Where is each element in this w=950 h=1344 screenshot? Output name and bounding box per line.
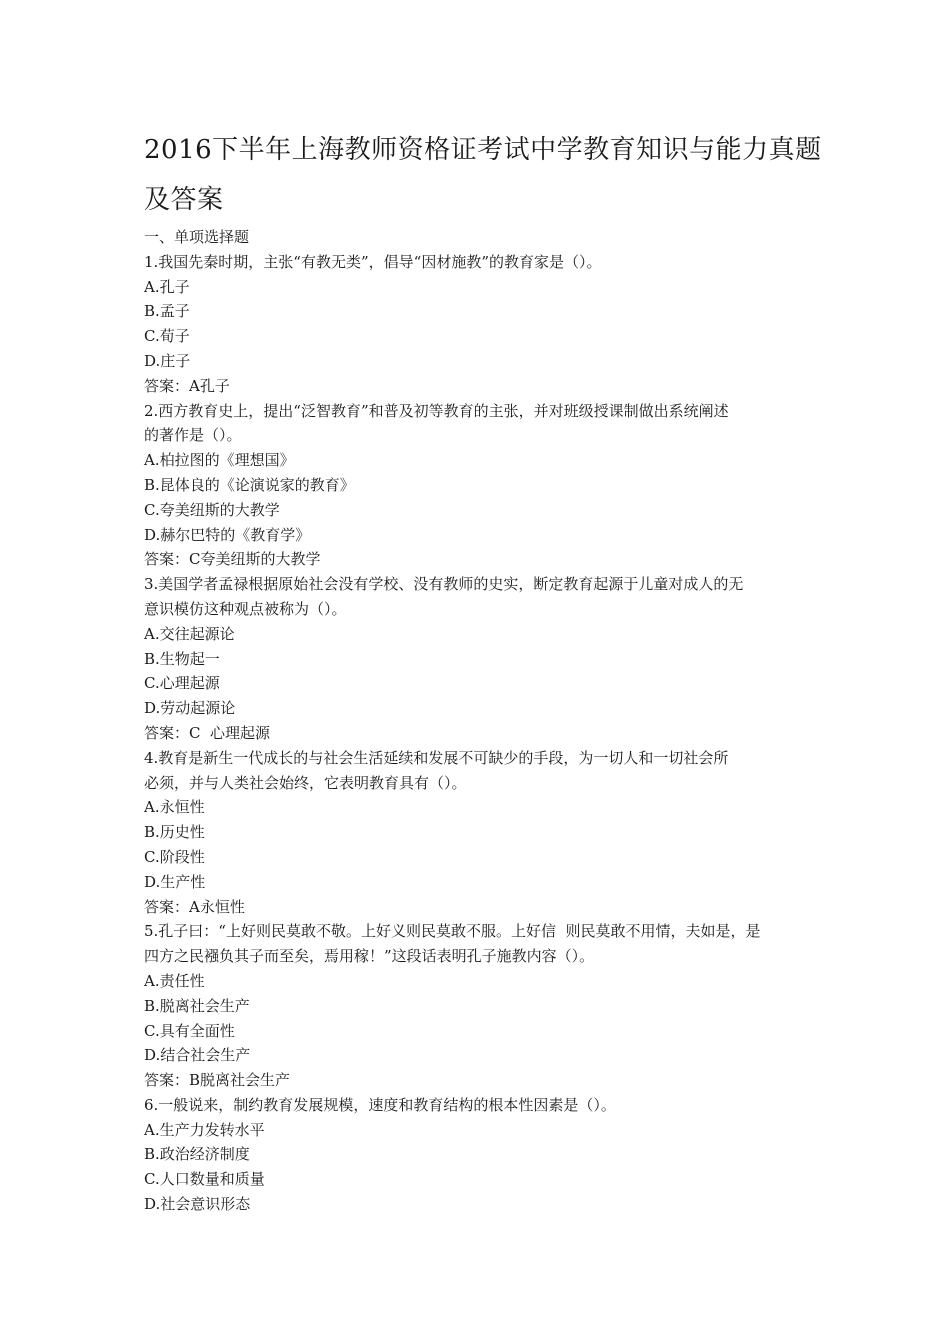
section-heading: 一、单项选择题 xyxy=(144,228,250,246)
answer-option: C.阶段性 xyxy=(144,847,205,866)
title-line-2: 及答案 xyxy=(144,185,224,215)
question-stem-line: 1.我国先秦时期，主张“有教无类”，倡导“因材施教”的教育家是（）。 xyxy=(144,252,602,271)
question-stem-line: 意识模仿这种观点被称为（）。 xyxy=(144,599,347,618)
answer-option: A.永恒性 xyxy=(144,798,205,817)
answer-option: B.政治经济制度 xyxy=(144,1145,250,1164)
answer-option: C.人口数量和质量 xyxy=(144,1170,265,1189)
question-stem-line: 4.教育是新生一代成长的与社会生活延续和发展不可缺少的手段，为一切人和一切社会所 xyxy=(144,748,729,767)
answer-option: B.昆体良的《论演说家的教育》 xyxy=(144,475,355,494)
answer-key: 答案：C 心理起源 xyxy=(144,723,271,742)
answer-option: D.劳动起源论 xyxy=(144,699,236,718)
question-stem-line: 5.孔子曰：“上好则民莫敢不敬。上好义则民莫敢不服。上好信 则民莫敢不用情，夫如是，是 xyxy=(144,922,761,941)
question-stem-line: 四方之民襁负其子而至矣，焉用稼！”这段话表明孔子施教内容（）。 xyxy=(144,947,595,966)
answer-option: D.社会意识形态 xyxy=(144,1195,251,1214)
answer-option: C.夸美纽斯的大教学 xyxy=(144,500,280,519)
answer-option: B.历史性 xyxy=(144,823,205,842)
document-page xyxy=(144,125,824,1217)
answer-option: A.生产力发转水平 xyxy=(144,1120,265,1139)
question-4 xyxy=(144,746,824,920)
question-6 xyxy=(144,1093,824,1217)
answer-option: B.孟子 xyxy=(144,302,190,321)
question-stem-line: 2.西方教育史上，提出“泛智教育”和普及初等教育的主张，并对班级授课制做出系统阐述 xyxy=(144,401,729,420)
answer-key: 答案：A永恒性 xyxy=(144,897,245,916)
answer-option: C.心理起源 xyxy=(144,674,220,693)
question-stem-line: 的著作是（）。 xyxy=(144,426,242,445)
answer-option: A.孔子 xyxy=(144,277,190,296)
answer-option: D.结合社会生产 xyxy=(144,1046,251,1065)
question-list xyxy=(144,250,824,1217)
question-1 xyxy=(144,250,824,399)
answer-option: B.脱离社会生产 xyxy=(144,996,250,1015)
question-5 xyxy=(144,919,824,1093)
answer-option: A.柏拉图的《理想国》 xyxy=(144,451,295,470)
answer-key: 答案：B脱离社会生产 xyxy=(144,1071,291,1090)
answer-option: A.责任性 xyxy=(144,971,205,990)
question-2 xyxy=(144,399,824,573)
question-stem-line: 必须，并与人类社会始终，它表明教育具有（）。 xyxy=(144,773,467,792)
answer-option: C.荀子 xyxy=(144,327,190,346)
document-title xyxy=(144,125,824,225)
answer-option: A.交往起源论 xyxy=(144,624,235,643)
answer-option: D.庄子 xyxy=(144,351,191,370)
question-stem-line: 3.美国学者孟禄根据原始社会没有学校、没有教师的史实，断定教育起源于儿童对成人的无 xyxy=(144,575,744,594)
answer-option: D.赫尔巴特的《教育学》 xyxy=(144,525,311,544)
answer-key: 答案：C夸美纽斯的大教学 xyxy=(144,550,321,569)
answer-option: D.生产性 xyxy=(144,872,206,891)
question-3 xyxy=(144,572,824,746)
answer-option: C.具有全面性 xyxy=(144,1021,235,1040)
title-line-1: 2016下半年上海教师资格证考试中学教育知识与能力真题 xyxy=(144,135,822,165)
answer-option: B.生物起一 xyxy=(144,649,220,668)
question-stem-line: 6.一般说来，制约教育发展规模，速度和教育结构的根本性因素是（）。 xyxy=(144,1095,616,1114)
answer-key: 答案：A孔子 xyxy=(144,376,230,395)
